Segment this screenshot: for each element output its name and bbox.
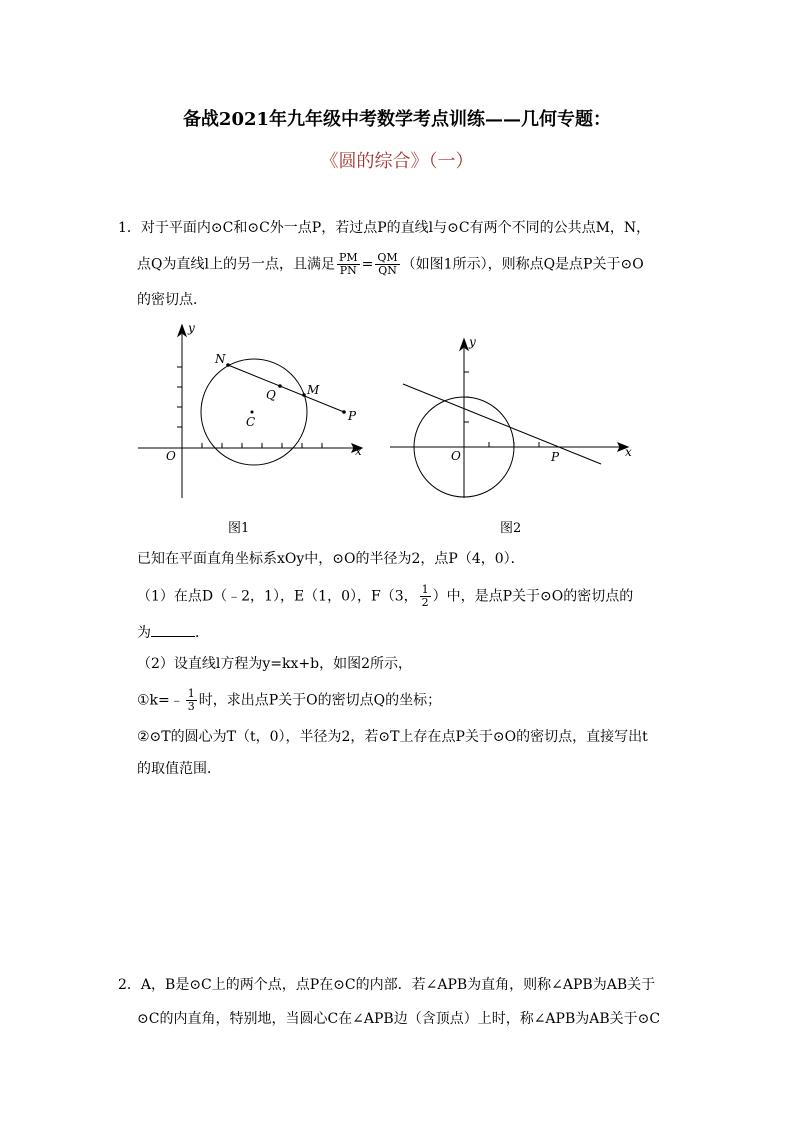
figure1-caption: 图1 <box>228 521 250 536</box>
label-m: M <box>307 383 320 397</box>
frac-numerator: 1 <box>421 583 429 596</box>
label-y: y <box>188 321 195 335</box>
q2a-text-pre: ①k=﹣ <box>137 692 184 709</box>
frac-denominator: QN <box>378 264 397 277</box>
point-n <box>226 363 230 367</box>
label-y: y <box>469 335 476 349</box>
problem1-text2-pre: 点Q为直线l上的另一点，且满足 <box>137 256 335 273</box>
problem1-q2b-line2: 的取值范围． <box>137 761 221 777</box>
figure1 <box>130 320 370 510</box>
fraction-one-third <box>186 688 197 713</box>
label-q: Q <box>266 388 276 402</box>
label-p: P <box>551 450 560 464</box>
problem2-line1 <box>118 975 655 995</box>
q2a-text-post: 时，求出点P关于O的密切点Q的坐标； <box>198 692 442 709</box>
problem1-q2a <box>137 688 441 713</box>
answer-blank[interactable] <box>151 622 195 637</box>
q1-answer-prefix: 为 <box>137 625 151 641</box>
q1-text-pre: （1）在点D（﹣2，1），E（1，0），F（3， <box>137 588 418 605</box>
label-o: O <box>451 449 461 463</box>
frac-denominator: 2 <box>421 596 429 609</box>
label-n: N <box>215 352 226 366</box>
problem1-q1-line2 <box>137 622 209 643</box>
problem2-number: 2． <box>118 977 141 993</box>
problem1-q1 <box>137 584 633 609</box>
fraction-pm-pn <box>337 252 360 277</box>
problem1-q2b-line1: ②⊙T的圆心为T（t，0），半径为2，若⊙T上存在点P关于⊙O的密切点，直接写出t <box>137 729 648 745</box>
frac-denominator: 3 <box>187 700 195 713</box>
circle-c <box>201 359 307 465</box>
problem1-q2: （2）设直线l方程为y=kx+b，如图2所示， <box>137 656 413 672</box>
frac-numerator: 1 <box>187 687 195 700</box>
figure2 <box>385 330 645 510</box>
equals-sign: = <box>361 256 374 273</box>
q1-period: ． <box>195 625 209 641</box>
frac-numerator: QM <box>377 251 398 264</box>
point-c <box>251 411 254 414</box>
point-m <box>302 393 306 397</box>
fraction-qm-qn <box>375 252 399 277</box>
label-c: C <box>246 415 256 429</box>
point-p <box>342 410 346 414</box>
problem1-line1 <box>118 218 650 238</box>
problem1-given: 已知在平面直角坐标系xOy中，⊙O的半径为2，点P（4，0）． <box>137 551 525 567</box>
line-l <box>403 384 601 464</box>
label-x: x <box>355 444 362 458</box>
frac-numerator: PM <box>338 251 358 264</box>
frac-denominator: PN <box>339 264 357 277</box>
fraction-one-half <box>420 584 431 609</box>
problem2-text1: A，B是⊙C上的两个点，点P在⊙C的内部．若∠APB为直角，则称∠APB为AB关于 <box>140 977 656 993</box>
label-p: P <box>348 409 357 423</box>
q1-text-post: ）中，是点P关于⊙O的密切点的 <box>432 588 634 605</box>
page-title: 备战2021年九年级中考数学考点训练——几何专题： <box>182 109 612 130</box>
figure2-caption: 图2 <box>500 521 522 536</box>
line-l <box>228 365 344 412</box>
label-o: O <box>166 449 176 463</box>
label-x: x <box>625 445 632 459</box>
problem1-line3: 的密切点． <box>137 292 207 308</box>
point-q <box>278 384 282 388</box>
problem2-line2: ⊙C的内直角，特别地，当圆心C在∠APB边（含顶点）上时，称∠APB为AB关于⊙C <box>137 1011 661 1027</box>
problem1-line2 <box>137 252 644 277</box>
problem1-text1: 对于平面内⊙C和⊙C外一点P，若过点P的直线l与⊙C有两个不同的公共点M，N， <box>140 220 651 236</box>
problem1-number: 1． <box>118 220 141 236</box>
page-subtitle: 《圆的综合》（一） <box>320 151 474 172</box>
problem1-text2-post: （如图1所示），则称点Q是点P关于⊙O <box>401 256 644 273</box>
